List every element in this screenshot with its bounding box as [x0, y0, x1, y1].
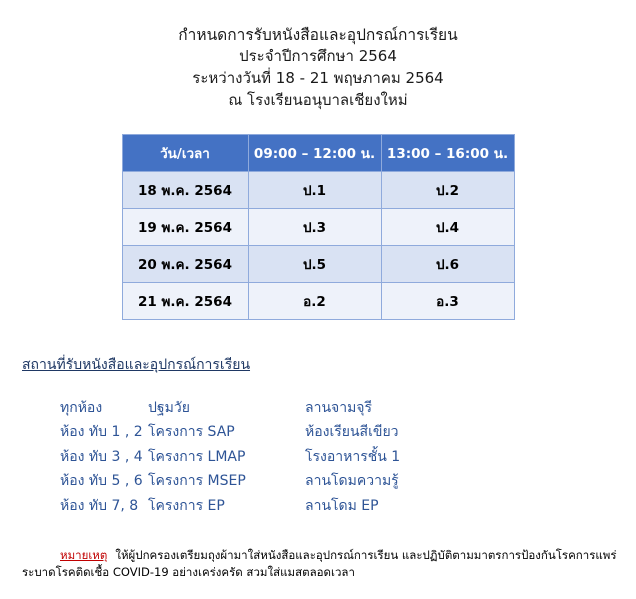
footnote-text-line-1: ให้ผู้ปกครองเตรียมถุงผ้ามาใส่หนังสือและอุปกรณ์การเรียน และปฏิบัติตามมาตรการป้องกันโรคการแพร่: [115, 547, 617, 562]
table-row: [122, 282, 514, 319]
table-cell-date: 18 พ.ค. 2564: [122, 171, 248, 208]
table-cell-morning: ป.1: [248, 171, 381, 208]
schedule-table: [122, 134, 515, 320]
location-label: ห้อง ทับ 5 , 6: [60, 473, 143, 490]
header-line-4: ณ โรงเรียนอนุบาลเชียงใหม่: [228, 90, 408, 109]
table-cell-date: 19 พ.ค. 2564: [122, 208, 248, 245]
table-header-row: [122, 134, 514, 171]
table-header-cell: วัน/เวลา: [122, 134, 248, 171]
location-program: โครงการ EP: [148, 497, 225, 514]
list-item: [60, 396, 636, 421]
location-place: ห้องเรียนสีเขียว: [305, 424, 399, 441]
header-line-1: กำหนดการรับหนังสือและอุปกรณ์การเรียน: [178, 26, 458, 44]
table-cell-morning: ป.5: [248, 245, 381, 282]
schedule-table-container: [0, 134, 636, 320]
location-place: ลานจามจุรี: [305, 399, 373, 416]
location-label: ห้อง ทับ 1 , 2: [60, 424, 143, 441]
table-row: [122, 208, 514, 245]
table-header-cell: 13:00 – 16:00 น.: [381, 134, 514, 171]
location-program: โครงการ LMAP: [148, 448, 246, 465]
location-label: ห้อง ทับ 3 , 4: [60, 448, 143, 465]
locations-section: [0, 354, 636, 519]
locations-list: [22, 396, 636, 519]
table-cell-date: 21 พ.ค. 2564: [122, 282, 248, 319]
table-cell-date: 20 พ.ค. 2564: [122, 245, 248, 282]
table-cell-morning: อ.2: [248, 282, 381, 319]
footnote: [22, 547, 618, 582]
table-row: [122, 171, 514, 208]
header-line-2: ประจำปีการศึกษา 2564: [239, 47, 397, 66]
table-cell-afternoon: อ.3: [381, 282, 514, 319]
table-cell-afternoon: ป.4: [381, 208, 514, 245]
location-program: โครงการ MSEP: [148, 473, 246, 490]
locations-title: สถานที่รับหนังสือและอุปกรณ์การเรียน: [22, 356, 251, 373]
table-row: [122, 245, 514, 282]
table-cell-afternoon: ป.2: [381, 171, 514, 208]
document-header: [0, 0, 636, 112]
location-place: โรงอาหารชั้น 1: [305, 448, 401, 465]
list-item: [60, 445, 636, 470]
table-cell-afternoon: ป.6: [381, 245, 514, 282]
list-item: [60, 494, 636, 519]
location-place: ลานโดม EP: [305, 497, 379, 514]
header-line-3: ระหว่างวันที่ 18 - 21 พฤษภาคม 2564: [192, 69, 444, 88]
location-label: ห้อง ทับ 7, 8: [60, 497, 139, 514]
location-label: ทุกห้อง: [60, 399, 103, 416]
table-header-cell: 09:00 – 12:00 น.: [248, 134, 381, 171]
list-item: [60, 469, 636, 494]
list-item: [60, 420, 636, 445]
footnote-text-line-2: ระบาดโรคติดเชื้อ COVID-19 อย่างเคร่งครัด สวมใส่แมสตลอดเวลา: [22, 564, 355, 579]
table-cell-morning: ป.3: [248, 208, 381, 245]
location-place: ลานโดมความรู้: [305, 473, 399, 490]
location-program: โครงการ SAP: [148, 424, 235, 441]
footnote-label: หมายเหตุ: [60, 547, 108, 562]
location-program: ปฐมวัย: [148, 399, 190, 416]
